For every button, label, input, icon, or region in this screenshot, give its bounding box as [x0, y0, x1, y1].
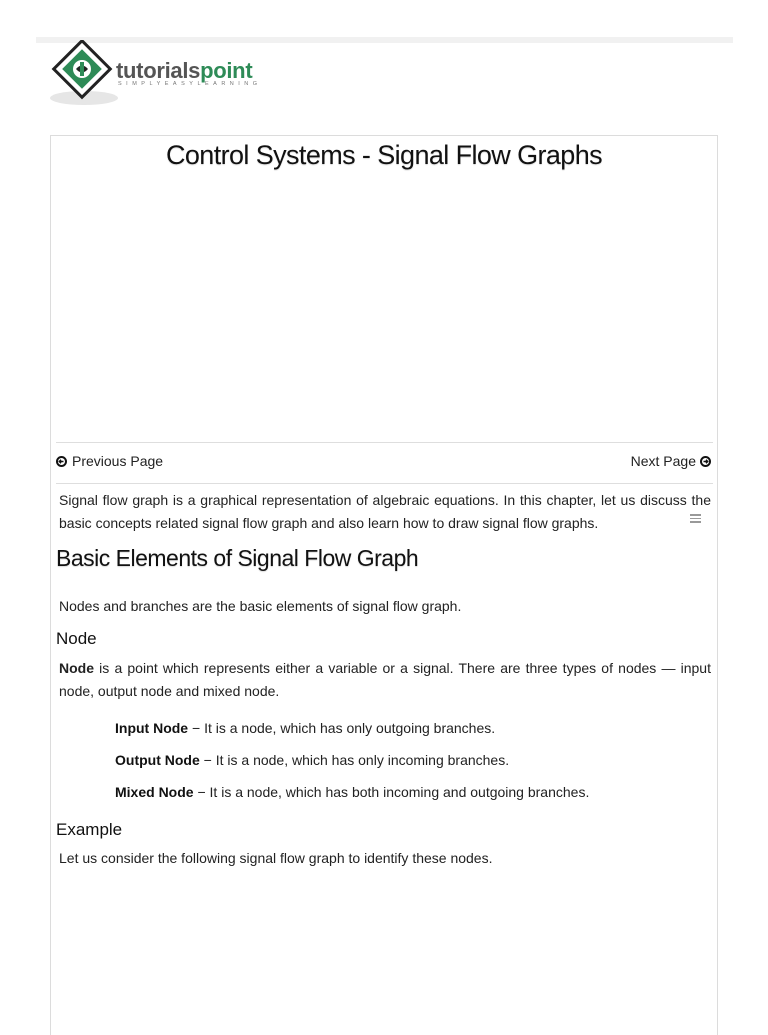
page-navigation: [56, 442, 713, 484]
previous-page-label: Previous Page: [72, 453, 164, 469]
previous-page-link[interactable]: [56, 453, 163, 469]
logo-wordmark: tutorialspoint: [116, 58, 253, 83]
next-page-link[interactable]: [631, 453, 711, 469]
page-title: Control Systems - Signal Flow Graphs: [165, 140, 603, 170]
list-item: Output Node − It is a node, which has only incoming branches.: [115, 752, 510, 768]
basic-elements-paragraph: Nodes and branches are the basic elements of signal flow graph.: [59, 598, 462, 614]
arrow-left-circle-icon: [56, 456, 67, 467]
logo-tagline: SIMPLYEASYLEARNING: [118, 81, 262, 87]
logo-mark-icon: [48, 40, 120, 108]
node-term: Node: [59, 660, 94, 676]
section-heading-node: Node: [56, 629, 97, 648]
arrow-right-circle-icon: [700, 456, 711, 467]
node-paragraph: [59, 657, 711, 703]
site-logo[interactable]: [48, 40, 278, 108]
list-item: Mixed Node − It is a node, which has both incoming and outgoing branches.: [115, 784, 590, 800]
menu-icon[interactable]: [690, 514, 701, 523]
node-definition: is a point which represents either a variable or a signal. There are three types of nodes — input node, output node and mixed node.: [59, 660, 711, 699]
content-panel: [50, 135, 718, 1035]
list-item: Input Node − It is a node, which has only outgoing branches.: [115, 720, 496, 736]
section-heading-example: Example: [56, 820, 123, 839]
intro-paragraph: Signal flow graph is a graphical representation of algebraic equations. In this chapter, let us discuss the basic concepts related signal flow graph and also learn how to draw signal flow graphs.: [59, 492, 711, 531]
next-page-label: Next Page: [630, 453, 696, 469]
example-paragraph: Let us consider the following signal flow graph to identify these nodes.: [59, 850, 493, 866]
section-heading-basic-elements: Basic Elements of Signal Flow Graph: [56, 545, 419, 571]
